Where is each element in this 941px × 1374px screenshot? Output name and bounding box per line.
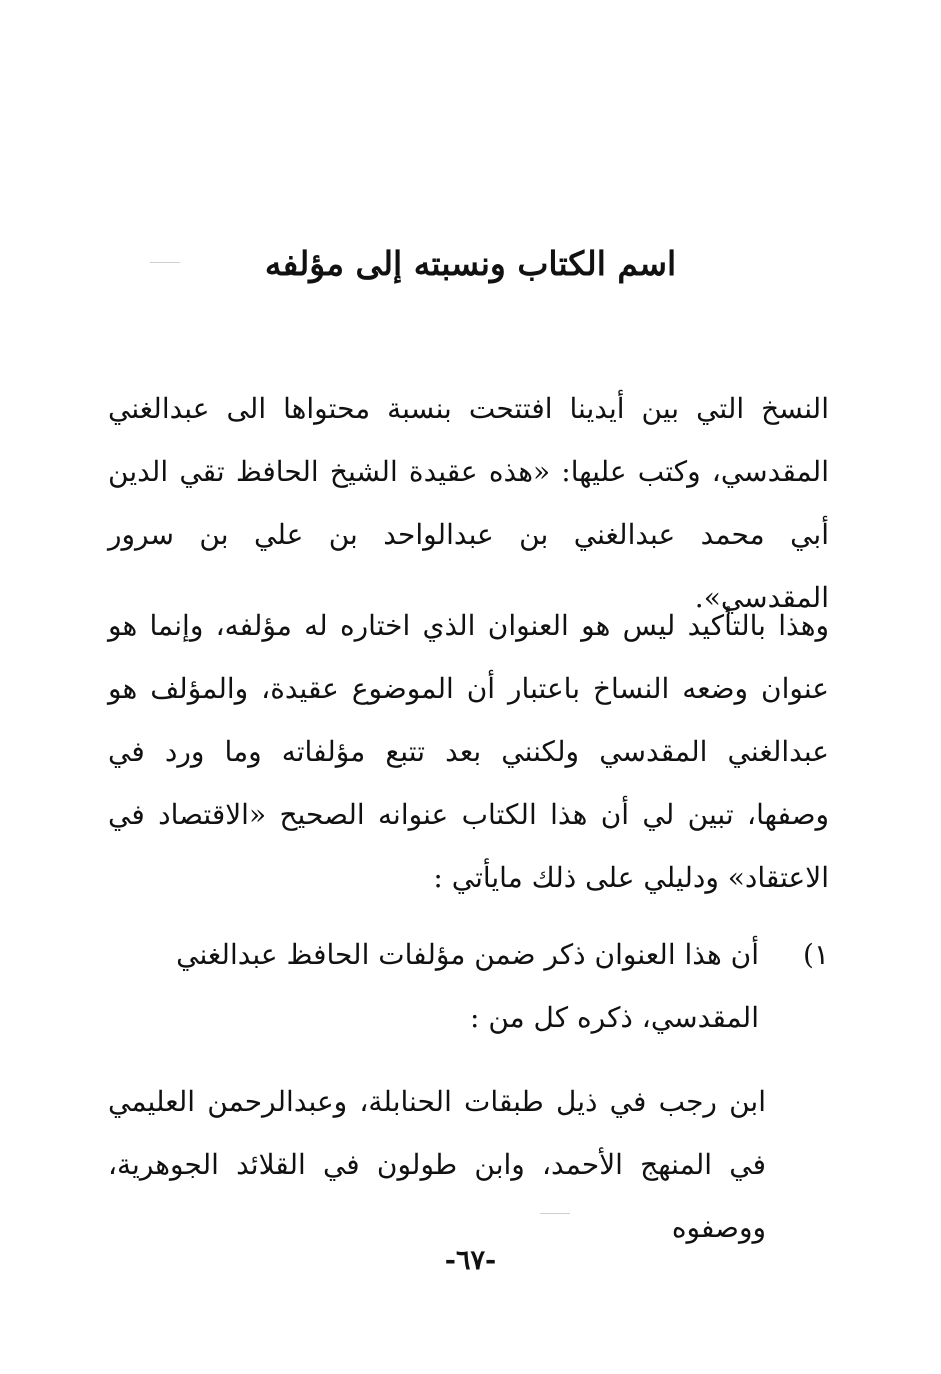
- paragraph-3: ابن رجب في ذيل طبقات الحنابلة، وعبدالرحمن العليمي في المنهج الأحمد، وابن طولون في القلائد الجوهرية، ووصفوه: [108, 1085, 766, 1244]
- paragraph-2: وهذا بالتأكيد ليس هو العنوان الذي اختاره له مؤلفه، وإنما هو عنوان وضعه النساخ باعتبار أن الموضوع عقيدة، والمؤلف هو عبدالغني المقدسي ولكنني بعد تتبع مؤلفاته وما ورد في وصفها، تبين لي أن هذا الكتاب عنوانه الصحيح «الاقتصاد في الاعتقاد» ودليلي على ذلك مايأتي :: [108, 609, 829, 894]
- chapter-title: اسم الكتاب ونسبته إلى مؤلفه: [264, 244, 677, 284]
- list-item-number: ١): [803, 938, 829, 971]
- list-item-text: أن هذا العنوان ذكر ضمن مؤلفات الحافظ عبدالغني المقدسي، ذكره كل من :: [176, 938, 759, 1034]
- paragraph-1: النسخ التي بين أيدينا افتتحت بنسبة محتواها الى عبدالغني المقدسي، وكتب عليها: «هذه عقيدة الشيخ الحافظ تقي الدين أبي محمد عبدالغني بن عبدالواحد بن علي بن سرور المقدسي».: [108, 392, 829, 614]
- list-item: [108, 923, 829, 1049]
- page-number: -٦٧-: [444, 1245, 497, 1276]
